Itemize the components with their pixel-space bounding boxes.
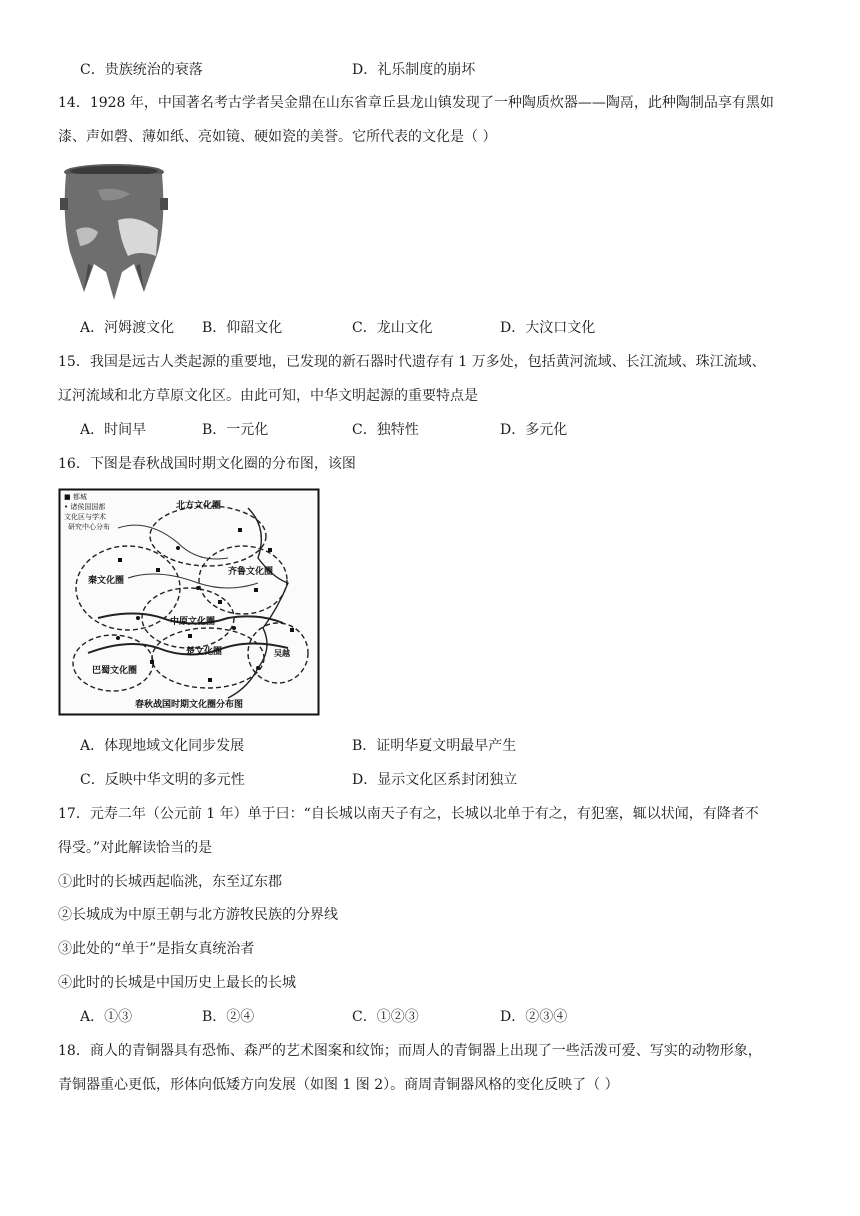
q15-option-d: D．多元化 — [500, 422, 568, 438]
q14-option-a: A．河姆渡文化 — [80, 320, 175, 336]
q17-statement-3: ③此处的“单于”是指女真统治者 — [58, 941, 255, 957]
region-qin: 秦文化圈 — [88, 576, 125, 586]
q13-option-d: D．礼乐制度的崩坏 — [352, 62, 476, 78]
q17-statement-4: ④此时的长城是中国历史上最长的长城 — [58, 975, 296, 991]
q18-stem-line1: 18．商人的青铜器具有恐怖、森严的艺术图案和纹饰；而周人的青铜器上出现了一些活泼可爱、写实的动物形象， — [58, 1043, 762, 1059]
q14-stem-line2: 漆、声如磬、薄如纸、亮如镜、硬如瓷的美誉。它所代表的文化是（ ） — [58, 129, 497, 145]
q15-option-a: A．时间早 — [80, 422, 147, 438]
q16-option-d: D．显示文化区系封闭独立 — [352, 772, 518, 788]
culture-map-figure — [58, 488, 320, 716]
region-north: 北方文化圈 — [176, 501, 222, 511]
legend-culture-zone: 文化区与学术 — [64, 513, 106, 521]
q13-option-c: C．贵族统治的衰落 — [80, 62, 203, 78]
map-caption: 春秋战国时期文化圈分布图 — [134, 700, 244, 710]
pottery-li-image — [58, 160, 170, 304]
region-qilu: 齐鲁文化圈 — [228, 567, 274, 577]
culture-map — [58, 488, 320, 716]
q15-stem-line2: 辽河流域和北方草原文化区。由此可知，中华文明起源的重要特点是 — [58, 388, 478, 404]
q16-stem-line1: 16．下图是春秋战国时期文化圈的分布图，该图 — [58, 456, 356, 472]
q14-option-b: B．仰韶文化 — [202, 320, 283, 336]
q14-stem-line1: 14．1928 年，中国著名考古学者吴金鼎在山东省章丘县龙山镇发现了一种陶质炊器——陶鬲，此种陶制品享有黑如 — [58, 95, 774, 111]
q17-option-c: C．①②③ — [352, 1009, 419, 1025]
region-chu: 楚文化圈 — [186, 647, 223, 657]
q17-option-b: B．②④ — [202, 1009, 255, 1025]
q15-stem-line1: 15．我国是远古人类起源的重要地，已发现的新石器时代遗存有 1 万多处，包括黄河流域、长江流域、珠江流域、 — [58, 354, 766, 370]
q16-option-c: C．反映中华文明的多元性 — [80, 772, 245, 788]
q14-option-c: C．龙山文化 — [352, 320, 433, 336]
q18-stem-line2: 青铜器重心更低，形体向低矮方向发展（如图 1 图 2）。商周青铜器风格的变化反映了（ ） — [58, 1077, 619, 1093]
q16-option-b: B．证明华夏文明最早产生 — [352, 738, 517, 754]
q17-stem-line1: 17．元寿二年（公元前 1 年）单于曰：“自长城以南天子有之，长城以北单于有之，有犯塞，辄以状闻，有降者不 — [58, 806, 759, 822]
q16-option-a: A．体现地域文化同步发展 — [80, 738, 245, 754]
legend-research-center: 研究中心分布 — [68, 523, 110, 531]
q15-option-b: B．一元化 — [202, 422, 269, 438]
region-bashu: 巴蜀文化圈 — [92, 666, 138, 676]
pottery-li-photo — [58, 160, 170, 304]
q17-statement-2: ②长城成为中原王朝与北方游牧民族的分界线 — [58, 907, 338, 923]
region-wuyue: 吴越 — [274, 649, 290, 658]
q15-option-c: C．独特性 — [352, 422, 419, 438]
legend-state-capital: • 诸侯国国都 — [64, 503, 106, 511]
q17-option-d: D．②③④ — [500, 1009, 568, 1025]
q17-option-a: A．①③ — [80, 1009, 133, 1025]
legend-capital: ■ 都城 — [64, 493, 87, 501]
q14-option-d: D．大汶口文化 — [500, 320, 596, 336]
region-central: 中原文化圈 — [170, 617, 216, 627]
q17-stem-line2: 得受。”对此解读恰当的是 — [58, 840, 213, 856]
q17-statement-1: ①此时的长城西起临洮，东至辽东郡 — [58, 874, 282, 890]
